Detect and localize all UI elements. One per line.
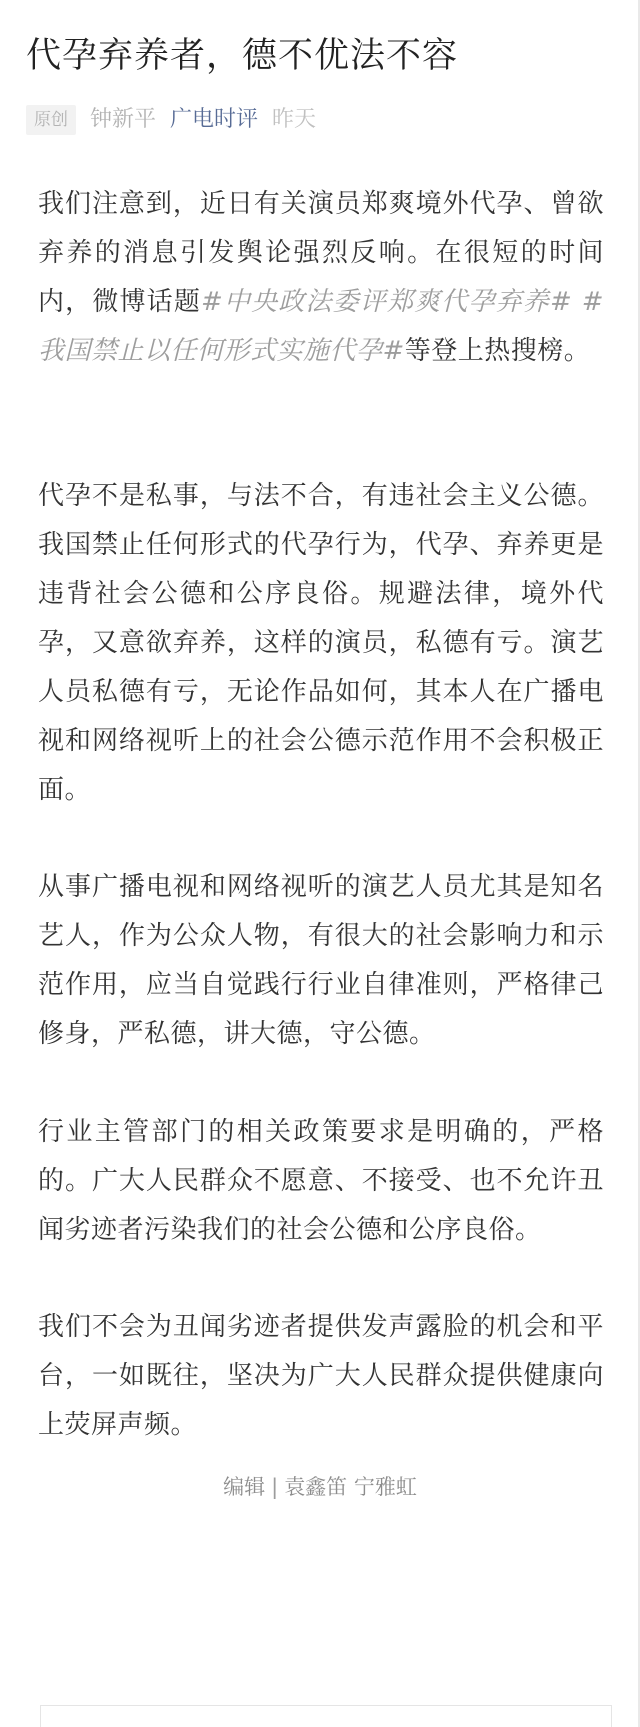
- bottom-card-edge: [40, 1705, 612, 1727]
- article-meta: [26, 103, 316, 137]
- paragraph-1-lead: 我们注意到，近日有关演员郑爽境外代孕、曾欲弃养的消息引发舆论强烈反响。在很短的时间内，微博话题: [38, 189, 604, 317]
- article-paragraph-1: [38, 180, 604, 376]
- article-paragraph-3: 从事广播电视和网络视听的演艺人员尤其是知名艺人，作为公众人物，有很大的社会影响力和示范作用，应当自觉践行行业自律准则，严格律己修身，严私德，讲大德，守公德。: [38, 872, 604, 1049]
- paragraph-1-tail: 等登上热搜榜。: [404, 336, 591, 366]
- author-name: 钟新平: [90, 107, 157, 132]
- hashtag-link-1[interactable]: #中央政法委评郑爽代孕弃养#: [201, 287, 573, 317]
- editor-separator: |: [271, 1475, 279, 1499]
- article-paragraph-5: 我们不会为丑闻劣迹者提供发声露脸的机会和平台，一如既往，坚决为广大人民群众提供健康向上荧屏声频。: [38, 1312, 604, 1440]
- editor-names: 袁鑫笛 宁雅虹: [284, 1475, 417, 1499]
- editor-label: 编辑: [223, 1475, 266, 1499]
- publish-time: 昨天: [272, 107, 317, 132]
- original-badge: 原创: [26, 105, 76, 135]
- editor-credit: [0, 1470, 640, 1504]
- hashtag-link-2[interactable]: #我国禁止以任何形式实施代孕#: [38, 287, 604, 366]
- article-paragraph-2: 代孕不是私事，与法不合，有违社会主义公德。我国禁止任何形式的代孕行为，代孕、弃养更是违背社会公德和公序良俗。规避法律，境外代孕，又意欲弃养，这样的演员，私德有亏。演艺人员私德有亏，无论作品如何，其本人在广播电视和网络视听上的社会公德示范作用不会积极正面。: [38, 481, 604, 805]
- account-name-link[interactable]: 广电时评: [170, 107, 259, 132]
- article-paragraph-4: 行业主管部门的相关政策要求是明确的，严格的。广大人民群众不愿意、不接受、也不允许丑闻劣迹者污染我们的社会公德和公序良俗。: [38, 1117, 604, 1245]
- article-title: 代孕弃养者，德不优法不容: [26, 36, 459, 76]
